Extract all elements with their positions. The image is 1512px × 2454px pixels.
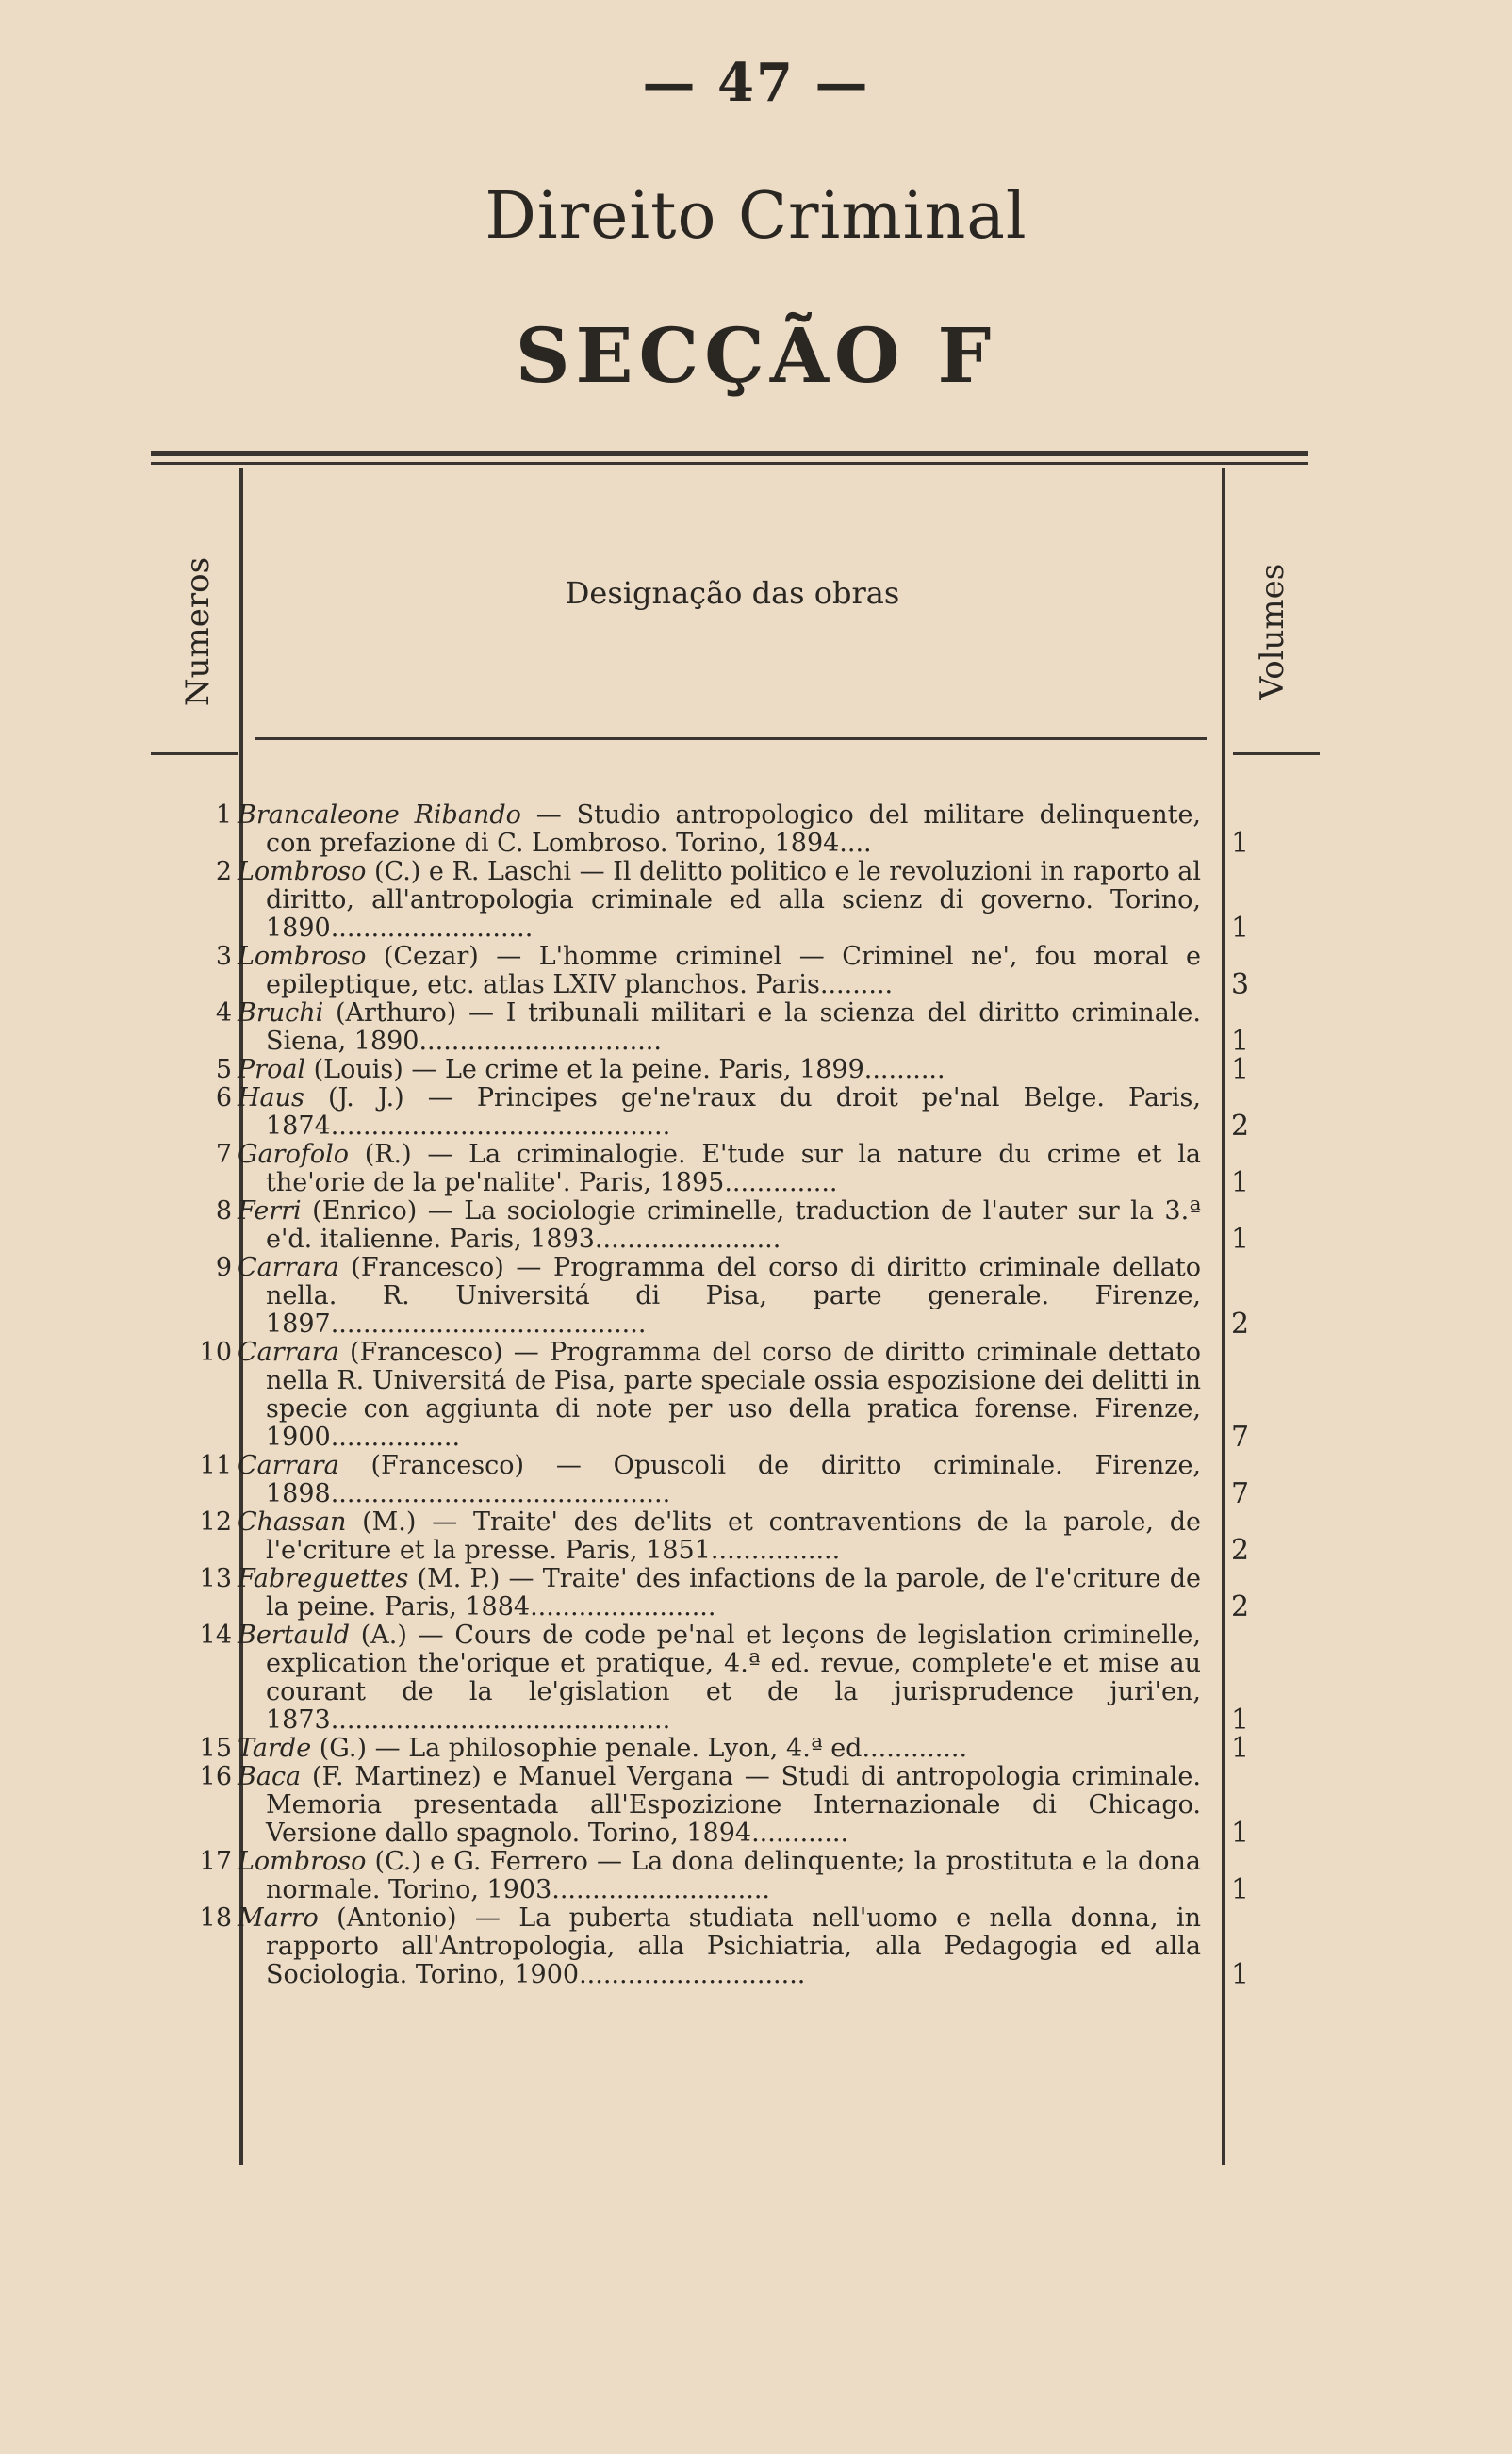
page-number: — 47 —: [642, 52, 870, 114]
table-row: [0, 1053, 1512, 1086]
entry-number: 17: [199, 1847, 232, 1876]
entry-author: Bruchi: [238, 998, 324, 1028]
entry-author: Carrara: [238, 1451, 339, 1480]
entry-author: Lombroso: [238, 1847, 367, 1876]
column-header-volumes: [1244, 537, 1301, 726]
entry-title: (C.) e R. Laschi — Il delitto politico e le revoluzioni in raporto al diritto, all'antropologia criminale ed alla scienz di governo. Torino, 1890.........................: [266, 857, 1201, 943]
table-row: [0, 1084, 1512, 1141]
entry-volumes: 2: [1231, 1308, 1250, 1341]
entry-number: 11: [199, 1451, 232, 1480]
table-row: [0, 1254, 1512, 1339]
entry-author: Haus: [238, 1083, 304, 1112]
entry-number: 2: [215, 857, 232, 886]
column-header-volumes-label: Volumes: [1254, 563, 1292, 700]
entry-volumes: 2: [1231, 1534, 1250, 1567]
entry-number: 5: [215, 1055, 232, 1084]
entry-volumes: 1: [1231, 1873, 1250, 1906]
entry-description: [238, 999, 1208, 1056]
entry-description: [238, 1904, 1208, 1989]
entry-volumes: 1: [1231, 1817, 1250, 1850]
entry-number: 4: [215, 998, 232, 1028]
entry-title: (Cezar) — L'homme criminel — Criminel ne', fou moral e epileptique, etc. atlas LXIV planchos. Paris.........: [266, 942, 1201, 999]
column-header-designation: Designação das obras: [565, 575, 900, 611]
entry-title: (Enrico) — La sociologie criminelle, traduction de l'auter sur la 3.ª e'd. italienne. Paris, 1893.......................: [266, 1196, 1201, 1254]
top-rule-thick: [151, 451, 1308, 456]
entry-author: Carrara: [238, 1253, 339, 1282]
entry-description: [238, 1763, 1208, 1848]
entry-title: (Antonio) — La puberta studiata nell'uomo e nella donna, in rapporto all'Antropologia, alla Psichiatria, alla Pedagogia ed alla Sociologia. Torino, 1900............................: [266, 1903, 1201, 1989]
entry-author: Fabreguettes: [238, 1564, 409, 1593]
table-row: [0, 1452, 1512, 1508]
page-title: Direito Criminal: [485, 179, 1027, 254]
header-rule-numbers: [151, 752, 238, 755]
entry-title: (Arthuro) — I tribunali militari e la scienza del diritto criminale. Siena, 1890..............................: [266, 998, 1201, 1056]
entry-description: [238, 1141, 1208, 1197]
entry-number: 16: [199, 1762, 232, 1791]
entry-volumes: 1: [1231, 1732, 1250, 1765]
column-header-numbers-label: Numeros: [179, 556, 217, 707]
entry-description: [238, 1197, 1208, 1254]
entry-description: [238, 1339, 1208, 1452]
entry-author: Garofolo: [238, 1140, 349, 1169]
entry-volumes: 1: [1231, 827, 1250, 860]
entry-author: Tarde: [238, 1734, 312, 1763]
entry-author: Chassan: [238, 1507, 347, 1537]
entry-description: [238, 1735, 1208, 1763]
table-row: [0, 1732, 1512, 1765]
entry-number: 3: [215, 942, 232, 971]
entries-list: [0, 801, 1512, 1989]
entry-volumes: 7: [1231, 1421, 1250, 1454]
entry-number: 12: [199, 1507, 232, 1537]
entry-author: Bertauld: [238, 1621, 350, 1650]
entry-volumes: 1: [1231, 1053, 1250, 1086]
entry-author: Lombroso: [238, 857, 367, 886]
table-row: [0, 1848, 1512, 1904]
entry-volumes: 1: [1231, 1704, 1250, 1737]
table-row: [0, 1197, 1512, 1254]
entry-author: Carrara: [238, 1338, 339, 1367]
entry-title: — Studio antropologico del militare delinquente, con prefazione di C. Lombroso. Torino, 1894....: [266, 800, 1202, 858]
entry-title: (C.) e G. Ferrero — La dona delinquente; la prostituta e la dona normale. Torino, 1903...........................: [266, 1847, 1201, 1904]
entry-author: Baca: [238, 1762, 302, 1791]
entry-volumes: 1: [1231, 1025, 1250, 1058]
top-rule-thin: [151, 462, 1308, 465]
entry-title: (M.) — Traite' des de'lits et contraventions de la parole, de l'e'criture et la presse. Paris, 1851................: [266, 1507, 1201, 1565]
header-rule-volumes: [1233, 752, 1320, 755]
entry-title: (Louis) — Le crime et la peine. Paris, 1899..........: [305, 1055, 945, 1084]
entry-number: 18: [199, 1903, 232, 1933]
entry-author: Ferri: [238, 1196, 302, 1226]
entry-author: Marro: [238, 1903, 319, 1933]
entry-title: (Francesco) — Opuscoli de diritto criminale. Firenze, 1898..........................................: [266, 1451, 1201, 1508]
entry-description: [238, 801, 1208, 858]
table-row: [0, 943, 1512, 999]
entry-author: Brancaleone Ribando: [238, 800, 521, 830]
table-row: [0, 1565, 1512, 1622]
entry-number: 8: [215, 1196, 232, 1226]
entry-volumes: 3: [1231, 968, 1250, 1001]
entry-number: 15: [199, 1734, 232, 1763]
table-row: [0, 858, 1512, 943]
entry-author: Lombroso: [238, 942, 367, 971]
entry-volumes: 2: [1231, 1590, 1250, 1623]
entry-number: 14: [199, 1621, 232, 1650]
entry-title: (G.) — La philosophie penale. Lyon, 4.ª ed.............: [311, 1734, 968, 1763]
entry-number: 9: [215, 1253, 232, 1282]
header-rule-designation: [255, 737, 1207, 740]
entry-description: [238, 1452, 1208, 1508]
entry-volumes: 1: [1231, 1958, 1250, 1991]
entry-number: 13: [199, 1564, 232, 1593]
entry-title: (Francesco) — Programma del corso di diritto criminale dellato nella. R. Universitá di Pisa, parte generale. Firenze, 1897.......................................: [266, 1253, 1201, 1339]
entry-number: 6: [215, 1083, 232, 1112]
section-title: SECÇÃO F: [515, 311, 997, 400]
table-row: [0, 801, 1512, 858]
entry-description: [238, 1056, 1208, 1084]
entry-title: (A.) — Cours de code pe'nal et leçons de legislation criminelle, explication the'orique et pratique, 4.ª ed. revue, complete'e et mise au courant de la le'gislation et de la jurisprudence juri'en, 1873..........................................: [266, 1621, 1201, 1735]
table-row: [0, 1763, 1512, 1848]
entry-description: [238, 1848, 1208, 1904]
entry-description: [238, 1084, 1208, 1141]
entry-volumes: 2: [1231, 1110, 1250, 1143]
entry-number: 7: [215, 1140, 232, 1169]
entry-description: [238, 1508, 1208, 1565]
column-header-numbers: [170, 537, 226, 726]
entry-description: [238, 1565, 1208, 1622]
entry-description: [238, 1622, 1208, 1735]
entry-author: Proal: [238, 1055, 306, 1084]
entry-number: 10: [199, 1338, 232, 1367]
table-row: [0, 1339, 1512, 1452]
entry-description: [238, 1254, 1208, 1339]
entry-volumes: 1: [1231, 1223, 1250, 1256]
entry-title: (Francesco) — Programma del corso de diritto criminale dettato nella R. Universitá de Pisa, parte speciale ossia espozisione dei delitti in specie con aggiunta di note per uso della pratica forense. Firenze, 1900................: [266, 1338, 1201, 1452]
entry-title: (R.) — La criminalogie. E'tude sur la nature du crime et la the'orie de la pe'nalite'. Paris, 1895..............: [266, 1140, 1201, 1197]
table-row: [0, 999, 1512, 1056]
entry-title: (M. P.) — Traite' des infactions de la parole, de l'e'criture de la peine. Paris, 1884.......................: [266, 1564, 1201, 1622]
entry-volumes: 7: [1231, 1477, 1250, 1510]
entry-number: 1: [215, 800, 232, 830]
table-row: [0, 1904, 1512, 1989]
entry-title: (J. J.) — Principes ge'ne'raux du droit pe'nal Belge. Paris, 1874..........................................: [266, 1083, 1201, 1141]
entry-volumes: 1: [1231, 1166, 1250, 1199]
entry-description: [238, 943, 1208, 999]
entry-description: [238, 858, 1208, 943]
table-row: [0, 1141, 1512, 1197]
entry-volumes: 1: [1231, 912, 1250, 945]
table-row: [0, 1622, 1512, 1735]
entry-title: (F. Martinez) e Manuel Vergana — Studi di antropologia criminale. Memoria presentada all'Espozizione Internazionale di Chicago. Versione dallo spagnolo. Torino, 1894............: [266, 1762, 1201, 1848]
table-row: [0, 1508, 1512, 1565]
